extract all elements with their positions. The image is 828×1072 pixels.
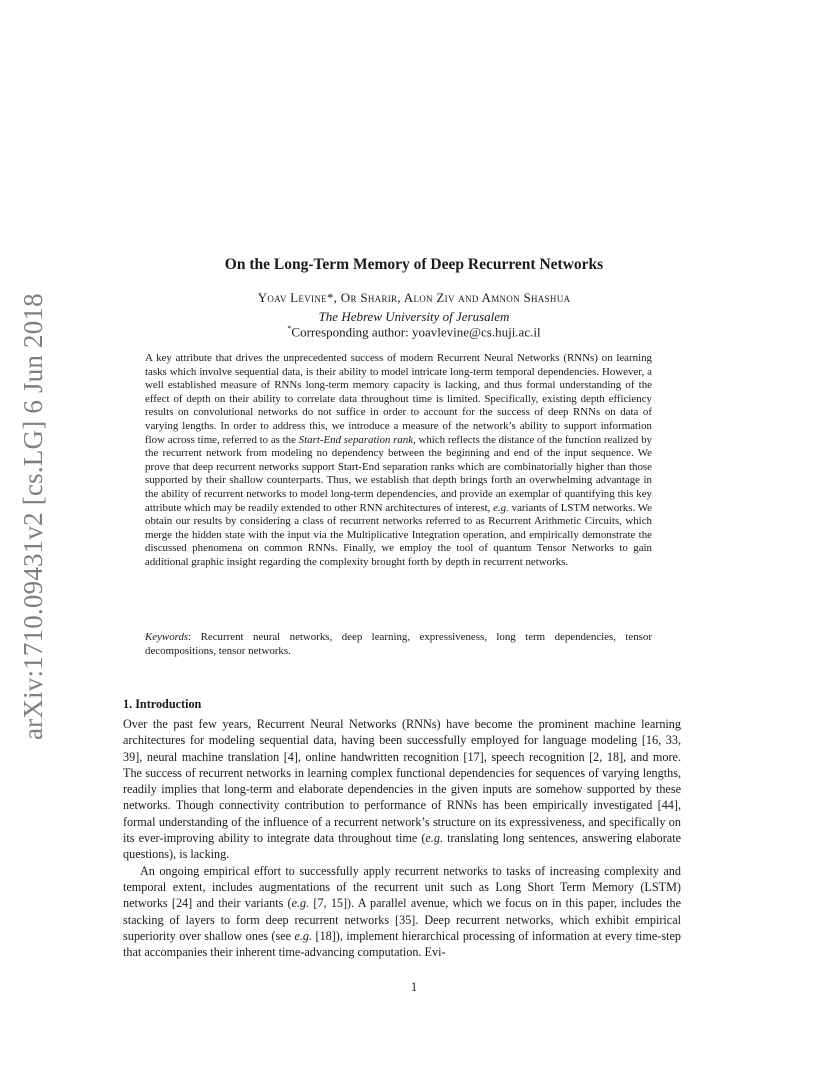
intro-p1-text-b: translating long sentences, answering elaborate questions), is lacking. [123,831,681,862]
intro-p2-eg-1: e.g. [291,896,310,911]
abstract-text-3: variants of LSTM networks. We obtain our results by considering a class of recurrent networks referred to as Recurrent Arithmetic Circuits, which merge the hidden state with the input via the Multiplicative Integration operation, and empirically demonstrate the discussed phenomena on common RNNs. Finally, we employ the tool of quantum Tensor Networks to gain additional graphic insight regarding the complexity brought forth by depth in recurrent networks. [145,501,653,568]
keywords-text: : Recurrent neural networks, deep learning, expressiveness, long term dependencies, tensor decompositions, tensor networks. [145,631,652,657]
paper-title: On the Long-Term Memory of Deep Recurrent Networks [224,256,604,273]
keywords-label: Keywords [145,631,189,643]
intro-p2-text-a: An ongoing empirical effort to successfully apply recurrent networks to tasks of increasing complexity and temporal extent, includes augmentations of the recurrent unit such as Long Short Term Memory (LSTM) networks [24] and their variants ( [123,863,681,911]
section-heading-introduction: 1. Introduction [123,697,202,711]
introduction-body [123,716,681,960]
intro-paragraph-2 [123,863,681,961]
abstract-eg: e.g. [493,501,509,514]
abstract-text-1: A key attribute that drives the unprecedented success of modern Recurrent Neural Networks (RNNs) on learning tasks which involve sequential data, is their ability to model intricate long-term temporal dependencies. However, a well established measure of RNNs long-term memory capacity is lacking, and thus formal understanding of the effect of depth on their ability to correlate data throughout time is limited. Specifically, existing depth efficiency results on convolutional networks do not suffice in order to account for the success of deep RNNs on data of varying lengths. In order to address this, we introduce a measure of the network’s ability to support information flow across time, referred to as the [145,352,652,446]
intro-p1-eg: e.g. [425,831,444,846]
author-affiliation: The Hebrew University of Jerusalem [318,309,510,324]
intro-p2-text-b: [7, 15]). A parallel avenue, which we focus on in this paper, includes the stacking of layers to form deep recurrent networks [35]. Deep recurrent networks, which exhibit empirical superiority over shallow ones (see [123,896,681,943]
abstract-paragraph [145,352,652,570]
page-number: 1 [410,980,418,994]
intro-paragraph-1 [123,716,681,863]
abstract-text-2: , which reflects the distance of the function realized by the recurrent network from modeling no dependency between the beginning and end of the input sequence. We prove that deep recurrent networks support Start-End separation ranks which are combinatorially higher than those supported by their shallow counterparts. Thus, we establish that depth brings forth an overwhelming advantage in the ability of recurrent networks to model long-term dependencies, and provide an exemplar of quantifying this key attribute which may be readily extended to other RNN architectures of interest, [145,433,652,514]
intro-p2-text-c: [18]), implement hierarchical processing of information at every time-step that accompanies their inherent time-advancing computation. Evi- [123,928,681,960]
arxiv-identifier-stamp: arXiv:1710.09431v2 [cs.LG] 6 Jun 2018 [18,293,48,740]
intro-p2-eg-2: e.g. [294,928,313,943]
corresponding-author [0,324,828,340]
corresponding-author-text: Corresponding author: yoavlevine@cs.huji.ac.il [291,324,541,340]
intro-p1-text-a: Over the past few years, Recurrent Neural Networks (RNNs) have become the prominent machine learning architectures for modeling sequential data, having been successfully employed for language modeling [16, 33, 39], neural machine translation [4], online handwritten recognition [17], speech recognition [2, 18], and more. The success of recurrent networks in learning complex functional dependencies for sequences of varying lengths, readily implies that long-term and elaborate dependencies in the given inputs are somehow supported by these networks. Though connectivity contribution to performance of RNNs has been empirically investigated [44], formal understanding of the influence of a recurrent network’s structure on its expressiveness, and specifically on its ever-improving ability to integrate data throughout time ( [123,717,681,846]
paper-authors: Yoav Levine*, Or Sharir, Alon Ziv and Amnon Shashua [257,290,571,305]
abstract [145,352,652,570]
abstract-term: Start-End separation rank [298,433,414,446]
corresponding-mark: * [287,324,292,333]
keywords [145,630,652,658]
